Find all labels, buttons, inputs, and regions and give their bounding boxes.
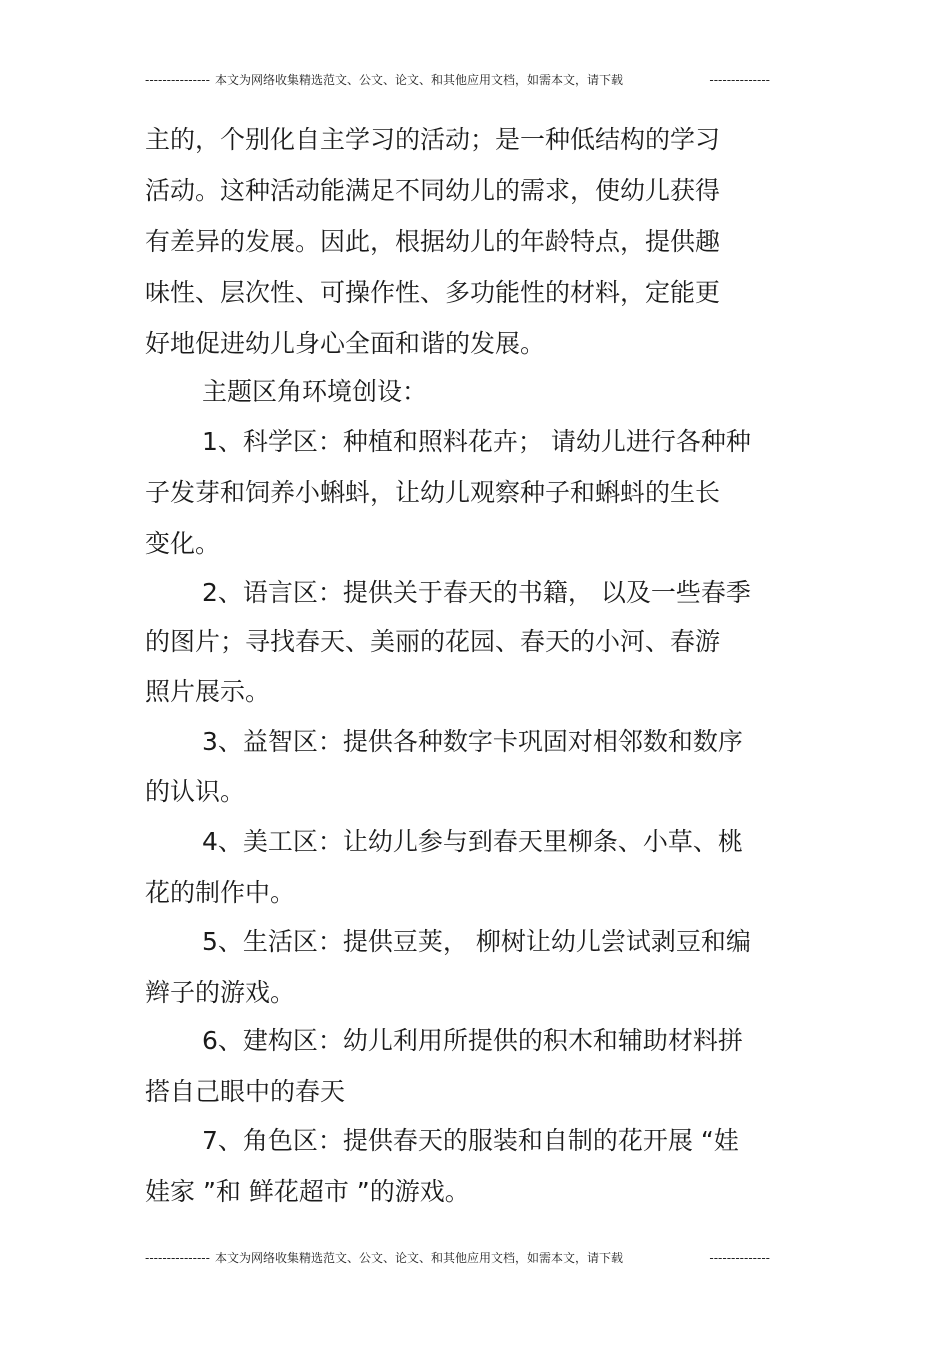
footer-dash-left: --------------- [145, 1251, 210, 1265]
list-item-line: 花的制作中。 [145, 878, 296, 907]
footer-notice: 本文为网络收集精选范文、公文、论文、和其他应用文档，如需本文，请下载 [215, 1251, 624, 1265]
list-item-line: 4、美工区：让幼儿参与到春天里柳条、小草、桃 [202, 827, 743, 856]
intro-line: 主的，个别化自主学习的活动；是一种低结构的学习 [145, 125, 721, 154]
list-item-line: 2、语言区：提供关于春天的书籍， 以及一些春季 [202, 578, 751, 607]
list-item-line: 6、建构区：幼儿利用所提供的积木和辅助材料拼 [202, 1026, 743, 1055]
list-item-line: 变化。 [145, 529, 221, 558]
list-item-line: 1、科学区：种植和照料花卉； 请幼儿进行各种种 [202, 427, 751, 456]
list-item-line: 的认识。 [145, 777, 246, 806]
header-notice: 本文为网络收集精选范文、公文、论文、和其他应用文档，如需本文，请下载 [215, 73, 624, 87]
section-heading: 主题区角环境创设： [202, 377, 428, 406]
list-item-line: 辫子的游戏。 [145, 978, 296, 1007]
page-header [145, 70, 770, 90]
header-dash-right: -------------- [709, 73, 770, 87]
list-item-line: 7、角色区：提供春天的服装和自制的花开展 “娃 [202, 1126, 739, 1155]
list-item-line: 子发芽和饲养小蝌蚪，让幼儿观察种子和蝌蚪的生长 [145, 478, 721, 507]
list-item-line: 搭自己眼中的春天 [145, 1077, 346, 1106]
page-footer [145, 1248, 770, 1268]
intro-line: 活动。这种活动能满足不同幼儿的需求，使幼儿获得 [145, 176, 721, 205]
footer-dash-right: -------------- [709, 1251, 770, 1265]
intro-line: 有差异的发展。因此，根据幼儿的年龄特点，提供趣 [145, 227, 721, 256]
list-item-line: 照片展示。 [145, 677, 271, 706]
intro-line: 好地促进幼儿身心全面和谐的发展。 [145, 329, 546, 358]
list-item-line: 5、生活区：提供豆荚， 柳树让幼儿尝试剥豆和编 [202, 927, 751, 956]
intro-line: 味性、层次性、可操作性、多功能性的材料，定能更 [145, 278, 721, 307]
list-item-line: 3、益智区：提供各种数字卡巩固对相邻数和数序 [202, 727, 743, 756]
list-item-line: 娃家 ”和 鲜花超市 ”的游戏。 [145, 1177, 470, 1206]
header-dash-left: --------------- [145, 73, 210, 87]
list-item-line: 的图片；寻找春天、美丽的花园、春天的小河、春游 [145, 627, 721, 656]
